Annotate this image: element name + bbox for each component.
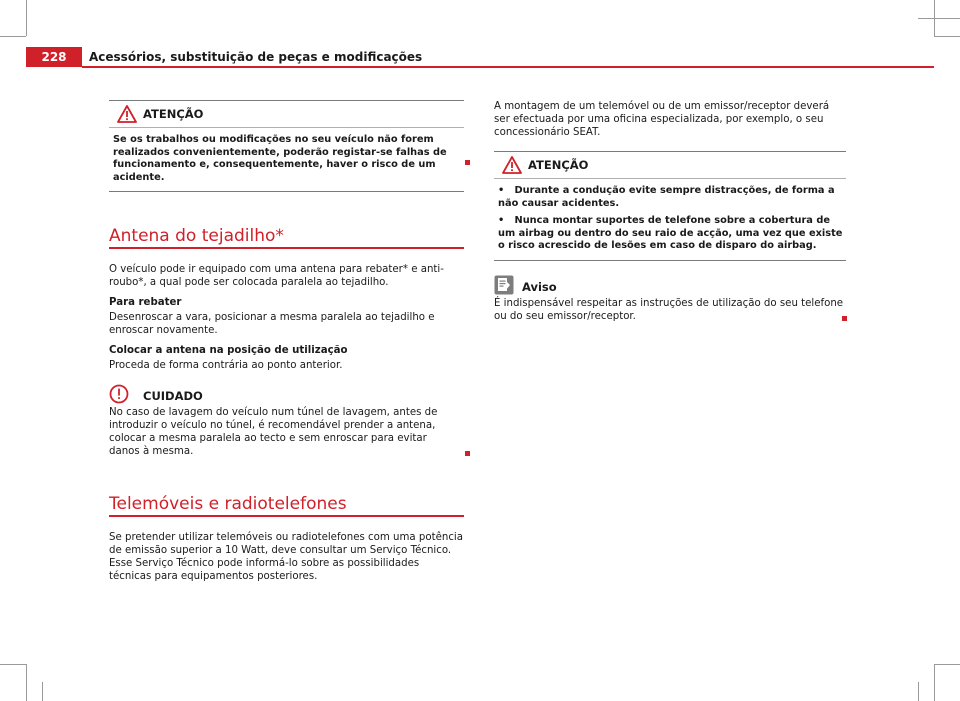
warning-triangle-icon <box>117 105 137 123</box>
crop-mark <box>918 18 960 19</box>
subheading: Para rebater <box>109 297 182 308</box>
paragraph: Desenroscar a vara, posicionar a mesma paralela ao tejadilho e enroscar novamente. <box>109 312 435 336</box>
warning-box-header <box>494 152 846 179</box>
page-number: 228 <box>41 50 67 64</box>
page-header-title: Acessórios, substituição de peças e modificações <box>89 50 423 64</box>
subheading: Colocar a antena na posição de utilização <box>109 345 348 356</box>
crop-mark <box>26 664 27 701</box>
list-item: • Durante a condução evite sempre distracções, de forma a não causar acidentes. <box>498 185 835 209</box>
section-end-mark <box>465 451 470 456</box>
warning-box <box>494 151 846 261</box>
warning-box-header <box>109 101 464 128</box>
left-column <box>109 100 464 590</box>
section-end-mark <box>465 160 470 165</box>
warning-title: ATENÇÃO <box>528 158 589 172</box>
right-column <box>494 100 846 331</box>
note-icon <box>494 275 514 295</box>
caution-title: CUIDADO <box>143 389 203 403</box>
warning-text: Se os trabalhos ou modificações no seu veículo não forem realizados convenientemente, poderão registar-se falhas de funcionamento e, consequentemente, haver o risco de um acidente. <box>113 134 447 183</box>
paragraph: A montagem de um telemóvel ou de um emissor/receptor deverá ser efectuada por uma oficina especializada, por exemplo, o seu concessionário SEAT. <box>494 101 830 138</box>
warning-body <box>494 179 846 260</box>
exclamation-circle-icon <box>109 384 129 404</box>
crop-mark <box>0 664 26 665</box>
crop-mark <box>934 664 960 665</box>
note-text: É indispensável respeitar as instruções de utilização do seu telefone ou do seu emissor/receptor. <box>494 297 844 322</box>
section-intro: O veículo pode ir equipado com uma antena para rebater* e anti-roubo*, a qual pode ser colocada paralela ao tejadilho. <box>109 264 444 288</box>
crop-mark <box>918 682 919 701</box>
caution-header <box>109 384 464 406</box>
paragraph: Se pretender utilizar telemóveis ou radiotelefones com uma potência de emissão superior a 10 Watt, deve consultar um Serviço Técnico. Esse Serviço Técnico pode informá-lo sobre as possibilidades técnicas para equipamentos posteriores. <box>109 532 463 582</box>
note-header <box>494 275 846 297</box>
warning-triangle-icon <box>502 156 522 174</box>
warning-title: ATENÇÃO <box>143 107 204 121</box>
note-title: Aviso <box>522 279 557 294</box>
section-heading: Telemóveis e radiotelefones <box>109 498 464 517</box>
warning-box <box>109 100 464 192</box>
section-end-mark <box>842 316 847 321</box>
list-item: • Nunca montar suportes de telefone sobre a cobertura de um airbag ou dentro do seu raio de acção, uma vez que existe o risco acrescido de lesões em caso de disparo do airbag. <box>498 215 843 251</box>
crop-mark <box>26 0 27 36</box>
section-heading: Antena do tejadilho* <box>109 230 464 249</box>
crop-mark <box>934 36 960 37</box>
crop-mark <box>0 36 26 37</box>
caution-text: No caso de lavagem do veículo num túnel de lavagem, antes de introduzir o veículo no túnel, é recomendável prender a antena, colocar a mesma paralela ao tecto e sem enroscar para evitar danos à mesma. <box>109 407 438 457</box>
crop-mark <box>42 682 43 701</box>
crop-mark <box>934 664 935 701</box>
paragraph: Proceda de forma contrária ao ponto anterior. <box>109 360 343 371</box>
header-rule <box>82 66 934 68</box>
